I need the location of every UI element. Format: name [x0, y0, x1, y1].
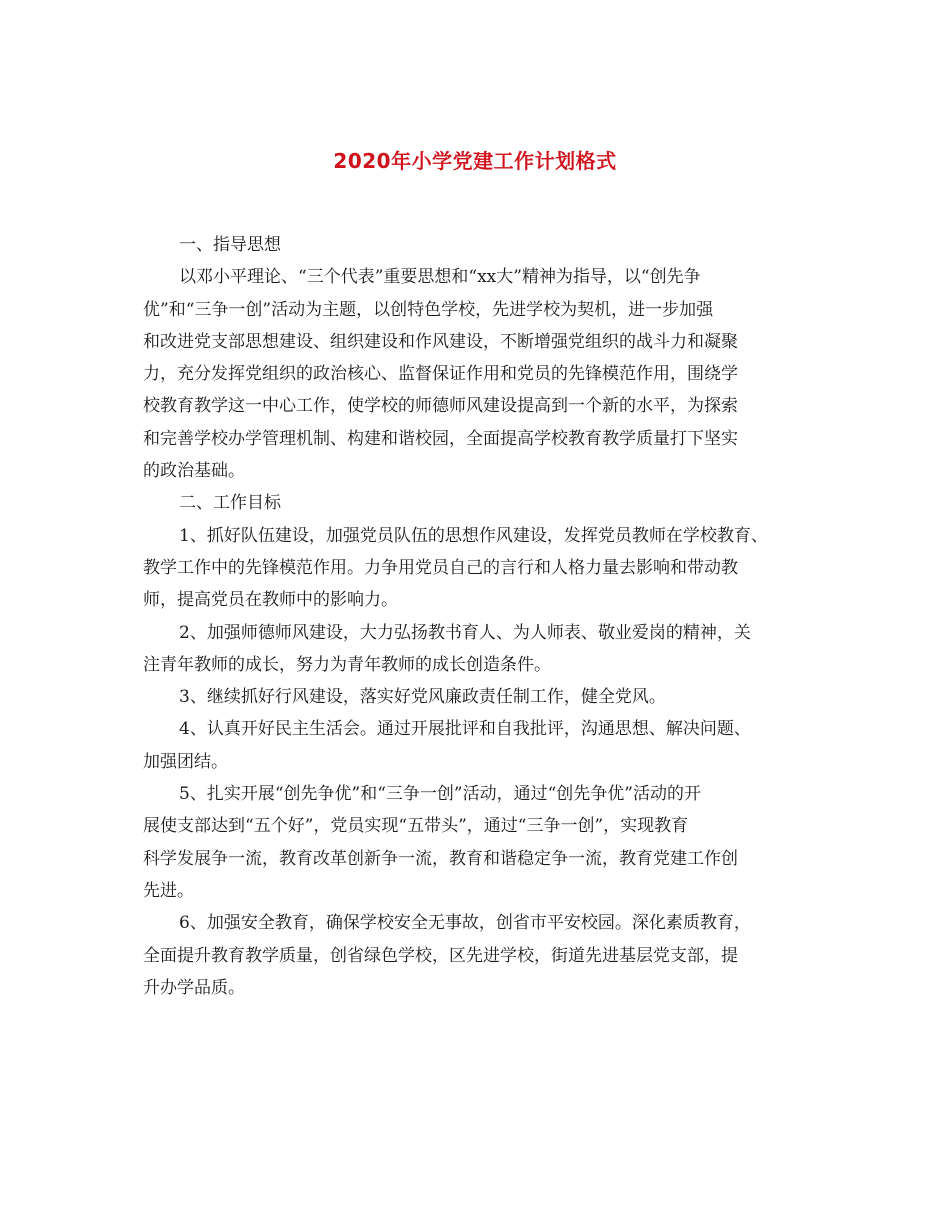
text-line: 3、继续抓好行风建设，落实好党风廉政责任制工作，健全党风。 [179, 687, 666, 708]
text-line: 5、扎实开展“创先争优”和“三争一创”活动，通过“创先争优”活动的开 [179, 784, 701, 805]
page-title: 2020年小学党建工作计划格式 [333, 149, 617, 173]
text-line: 优”和“三争一创”活动为主题，以创特色学校，先进学校为契机，进一步加强 [143, 299, 714, 320]
text-line: 注青年教师的成长，努力为青年教师的成长创造条件。 [143, 654, 551, 675]
text-line: 2、加强师德师风建设，大力弘扬教书育人、为人师表、敬业爱岗的精神，关 [179, 622, 751, 643]
text-line: 先进。 [143, 880, 194, 901]
text-line: 全面提升教育教学质量，创省绿色学校，区先进学校，街道先进基层党支部，提 [143, 945, 738, 966]
text-line: 师，提高党员在教师中的影响力。 [143, 590, 398, 611]
text-line: 一、指导思想 [179, 235, 281, 255]
text-line: 和完善学校办学管理机制、构建和谐校园，全面提高学校教育教学质量打下坚实 [143, 428, 738, 449]
text-line: 展使支部达到“五个好”，党员实现“五带头”，通过“三争一创”，实现教育 [143, 816, 689, 837]
text-line: 1、抓好队伍建设，加强党员队伍的思想作风建设，发挥党员教师在学校教育、 [179, 525, 768, 546]
text-line: 力，充分发挥党组织的政治核心、监督保证作用和党员的先锋模范作用，围绕学 [143, 364, 738, 385]
text-line: 4、认真开好民主生活会。通过开展批评和自我批评，沟通思想、解决问题、 [179, 719, 751, 740]
document-body [143, 229, 823, 1004]
text-line: 6、加强安全教育，确保学校安全无事故，创省市平安校园。深化素质教育， [179, 913, 751, 934]
text-line: 科学发展争一流，教育改革创新争一流，教育和谐稳定争一流，教育党建工作创 [143, 848, 738, 869]
text-line: 教学工作中的先锋模范作用。力争用党员自己的言行和人格力量去影响和带动教 [143, 557, 738, 578]
text-line: 以邓小平理论、“三个代表”重要思想和“xx大”精神为指导，以“创先争 [179, 267, 701, 288]
text-line: 和改进党支部思想建设、组织建设和作风建设，不断增强党组织的战斗力和凝聚 [143, 331, 738, 352]
text-line: 校教育教学这一中心工作，使学校的师德师风建设提高到一个新的水平，为探索 [143, 396, 738, 417]
text-line: 二、工作目标 [179, 493, 281, 514]
text-line: 加强团结。 [143, 751, 228, 772]
text-line: 升办学品质。 [143, 977, 245, 998]
text-line: 的政治基础。 [143, 461, 245, 482]
